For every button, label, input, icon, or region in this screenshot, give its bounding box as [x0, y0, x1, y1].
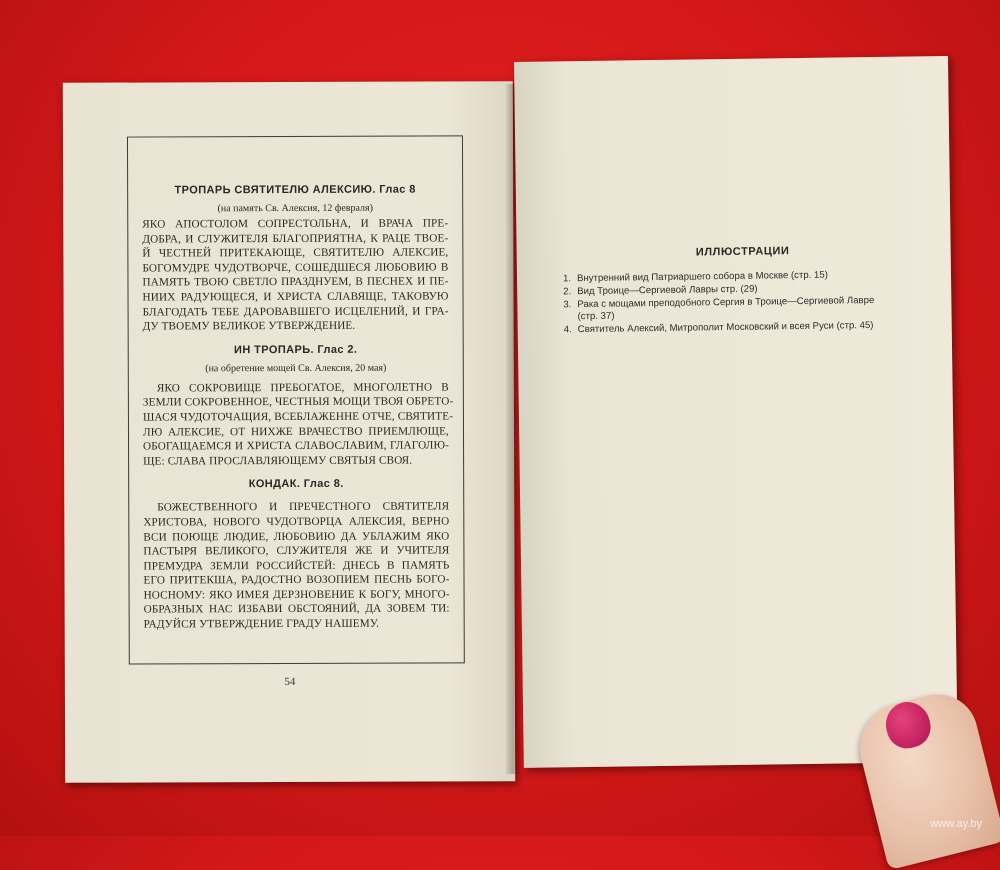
item-number: 3. — [563, 299, 572, 311]
right-page — [514, 56, 958, 768]
item-number: 1. — [562, 273, 572, 285]
in-troparion-title: ИН ТРОПАРЬ. Глас 2. — [234, 343, 358, 356]
text-line: ЯКО АПОСТОЛОМ СОПРЕСТОЛЬНА, И ВРАЧА ПРЕ- — [142, 217, 449, 231]
illustrations-list — [563, 269, 884, 337]
text-line: ЕГО ПРИТЕКША, РАДОСТНО ВОЗОПИЕМ ПЕСНЬ БОГО- — [143, 573, 450, 587]
text-line: ПАМЯТЬ ТВОЮ СВЕТЛО ПРАЗДНУЕМ, В ПЕСНЕХ И ПЕ- — [142, 275, 449, 289]
item-number: 4. — [563, 324, 572, 336]
watermark: www.ay.by — [930, 818, 982, 830]
text-frame — [127, 135, 465, 664]
text-line: НИИХ РАДУЮЩЕСЯ, И ХРИСТА СЛАВЯЩЕ, ТАКОВУЮ — [142, 290, 449, 304]
text-line: ЩЕ: СЛАВА ПРОСЛАВЛЯЮЩЕМУ СВЯТЫЯ СВОЯ. — [143, 454, 413, 468]
list-item — [563, 295, 883, 323]
text-line: Й ЧЕСТНЕЙ ПРИТЕКАЮЩЕ, СВЯТИТЕЛЮ АЛЕКСИЕ, — [142, 246, 449, 260]
text-line: ЛЮ АЛЕКСИЕ, ОТ НИХЖЕ ВРАЧЕСТВО ПРИЕМЛЮЩЕ, — [142, 424, 450, 439]
text-line: ОБРАЗНЫХ НАС ИЗБАВИ ОБСТОЯНИЙ, ДА ЗОВЕМ ТИ: — [143, 602, 450, 616]
text-line: ДОБРА, И СЛУЖИТЕЛЯ БЛАГОПРИЯТНА, К РАЦЕ ТВОЕ- — [142, 232, 449, 246]
text-line: БОЖЕСТВЕННОГО И ПРЕЧЕСТНОГО СВЯТИТЕЛЯ — [157, 500, 450, 514]
in-troparion-text — [142, 380, 454, 469]
left-page — [63, 81, 515, 783]
text-line: ПРЕМУДРА ЗЕМЛИ РОССИЙСТЕЙ: ДНЕСЬ В ПАМЯТЬ — [143, 559, 450, 573]
troparion-title: ТРОПАРЬ СВЯТИТЕЛЮ АЛЕКСИЮ. Глас 8 — [174, 183, 416, 197]
item-text: Святитель Алексий, Митрополит Московский и всея Руси (стр. 45) — [577, 320, 874, 336]
text-line: ВСИ ПОЮЩЕ ЛЮДИЕ, ЛЮБОВИЮ ДА УБЛАЖИМ ЯКО — [143, 529, 450, 544]
item-text: Рака с мощами преподобного Сергия в Троице—Сергиевой Лавре (стр. 37) — [577, 294, 875, 323]
troparion-text — [142, 216, 448, 334]
text-line: ЯКО СОКРОВИЩЕ ПРЕБОГАТОЕ, МНОГОЛЕТНО В — [156, 381, 449, 395]
text-line: РАДУЙСЯ УТВЕРЖДЕНИЕ ГРАДУ НАШЕМУ. — [143, 617, 380, 631]
item-text: Вид Троице—Сергиевой Лавры стр. (29) — [577, 283, 758, 298]
item-text: Внутренний вид Патриаршего собора в Москве (стр. 15) — [576, 269, 828, 285]
text-line: ХРИСТОВА, НОВОГО ЧУДОТВОРЦА АЛЕКСИЯ, ВЕРНО — [143, 515, 450, 529]
kontakion-text — [143, 500, 449, 632]
item-number: 2. — [563, 286, 572, 298]
kontakion-title: КОНДАК. Глас 8. — [248, 478, 344, 491]
text-line: БОГОМУДРЕ ЧУДОТВОРЧЕ, СОШЕДШЕСЯ ЛЮБОВИЮ В — [142, 261, 449, 275]
text-line: ПАСТЫРЯ ВЕЛИКОГО, СЛУЖИТЕЛЯ ЖЕ И УЧИТЕЛЯ — [143, 544, 450, 558]
text-line: ШАСЯ ЧУДОТОЧАЩИЯ, ВСЕБЛАЖЕННЕ ОТЧЕ, СВЯТИТЕ- — [142, 410, 454, 424]
page-number: 54 — [284, 675, 296, 689]
text-line: ДУ ТВОЕМУ ВЕЛИКОЕ УТВЕРЖДЕНИЕ. — [142, 319, 356, 333]
text-line: НОСНОМУ: ЯКО ИМЕЯ ДЕРЗНОВЕНИЕ К БОГУ, МНОГО- — [143, 588, 450, 602]
troparion-note: (на память Св. Алексия, 12 февраля) — [217, 202, 373, 215]
illustrations-title: ИЛЛЮСТРАЦИИ — [695, 245, 790, 259]
text-line: БЛАГОДАТЬ ТЕБЕ ДАРОВАВШЕГО ИСЦЕЛЕНИЙ, И ГРА- — [142, 305, 449, 319]
in-troparion-note: (на обретение мощей Св. Алексия, 20 мая) — [205, 362, 387, 375]
text-line: ОБОГАЩАЕМСЯ И ХРИСТА СЛАВОСЛАВИМ, ГЛАГОЛЮ- — [143, 439, 450, 453]
text-line: ЗЕМЛИ СОКРОВЕННОЕ, ЧЕСТНЫЯ МОЩИ ТВОЯ ОБРЕТО- — [142, 395, 454, 409]
